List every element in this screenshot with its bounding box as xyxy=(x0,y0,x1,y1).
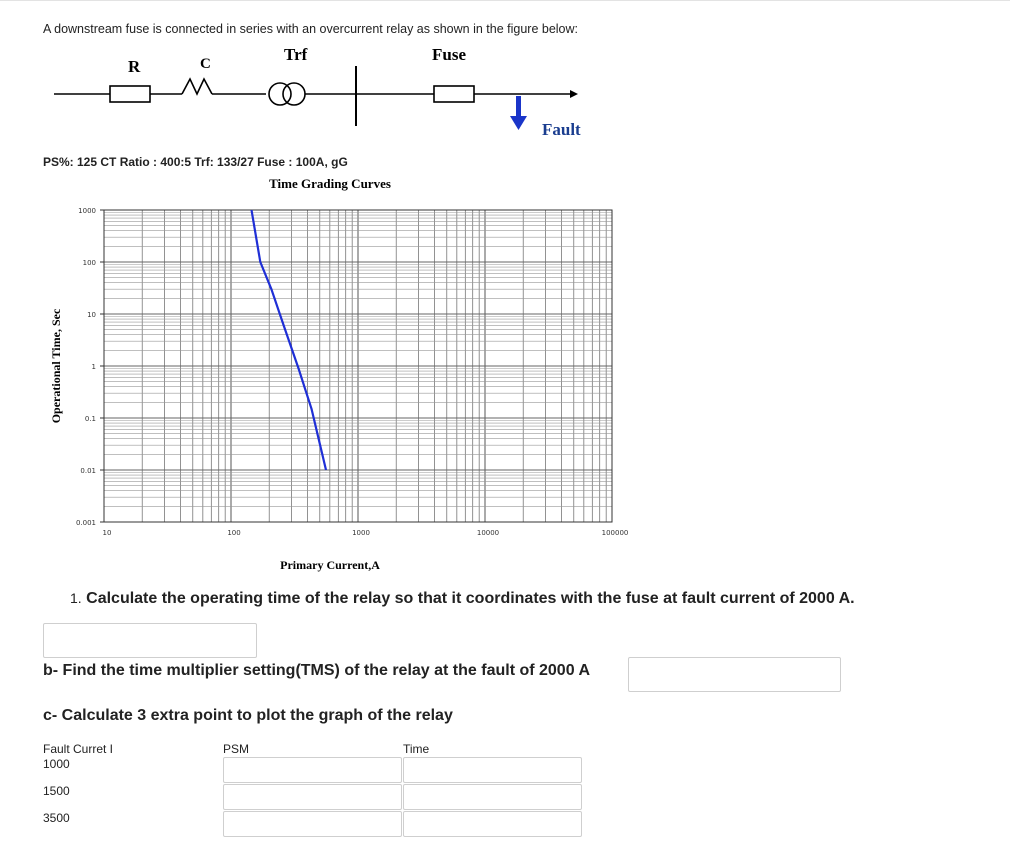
y-tick-label: 0.01 xyxy=(80,467,96,475)
time-grading-chart xyxy=(40,172,640,577)
resistor-symbol xyxy=(110,86,150,102)
header-fault-current: Fault Curret I xyxy=(43,742,114,756)
single-line-diagram xyxy=(40,40,640,155)
row-3-psm-input[interactable] xyxy=(223,811,402,837)
question-1-number: 1. xyxy=(70,590,82,606)
y-tick-label: 1000 xyxy=(78,207,96,215)
x-tick-label: 100000 xyxy=(601,529,629,537)
label-c: C xyxy=(200,56,211,72)
tms-answer-input[interactable] xyxy=(628,657,841,692)
label-r: R xyxy=(128,57,141,76)
y-tick-label: 1 xyxy=(91,363,96,371)
label-fault: Fault xyxy=(542,120,581,139)
question-1-text: Calculate the operating time of the relay so that it coordinates with the fuse at fault current of 2000 A. xyxy=(86,590,855,607)
fault-arrow-shaft xyxy=(516,96,521,118)
x-tick-label: 1000 xyxy=(352,529,370,537)
x-tick-label: 10 xyxy=(102,529,112,537)
chart-grid xyxy=(104,210,612,522)
y-axis-label: Operational Time, Sec xyxy=(49,308,63,424)
transformer-winding-2 xyxy=(283,83,305,105)
system-parameters: PS%: 125 CT Ratio : 400:5 Trf: 133/27 Fuse : 100A, gG xyxy=(43,155,348,169)
chart-title: Time Grading Curves xyxy=(269,176,391,191)
row-1-fault-current: 1000 xyxy=(43,757,70,771)
row-2-psm-input[interactable] xyxy=(223,784,402,810)
fault-arrow-icon xyxy=(510,116,527,130)
question-c-text: c- Calculate 3 extra point to plot the graph of the relay xyxy=(43,707,453,724)
label-fuse: Fuse xyxy=(432,45,466,64)
transformer-winding-1 xyxy=(269,83,291,105)
x-tick-label: 100 xyxy=(227,529,241,537)
intro-text: A downstream fuse is connected in series with an overcurrent relay as shown in the figure below: xyxy=(43,22,578,36)
row-3-time-input[interactable] xyxy=(403,811,582,837)
y-tick-label: 100 xyxy=(82,259,96,267)
top-divider xyxy=(0,0,1010,1)
relay-coil-symbol xyxy=(182,79,212,94)
y-tick-label: 0.001 xyxy=(75,519,96,527)
question-1 xyxy=(70,590,855,608)
x-axis-label: Primary Current,A xyxy=(280,558,380,572)
y-tick-label: 10 xyxy=(87,311,96,319)
row-1-time-input[interactable] xyxy=(403,757,582,783)
line-end-arrow xyxy=(570,90,578,98)
y-tick-label: 0.1 xyxy=(84,415,96,423)
row-3-fault-current: 3500 xyxy=(43,811,70,825)
header-psm: PSM xyxy=(223,742,250,756)
series-line-fuse xyxy=(252,210,327,470)
label-trf: Trf xyxy=(284,45,308,64)
row-1-psm-input[interactable] xyxy=(223,757,402,783)
row-2-fault-current: 1500 xyxy=(43,784,70,798)
header-time: Time xyxy=(403,742,430,756)
answer-1-input[interactable] xyxy=(43,623,257,658)
fuse-symbol xyxy=(434,86,474,102)
question-b-text: b- Find the time multiplier setting(TMS) of the relay at the fault of 2000 A xyxy=(43,662,591,679)
row-2-time-input[interactable] xyxy=(403,784,582,810)
x-tick-label: 10000 xyxy=(476,529,500,537)
